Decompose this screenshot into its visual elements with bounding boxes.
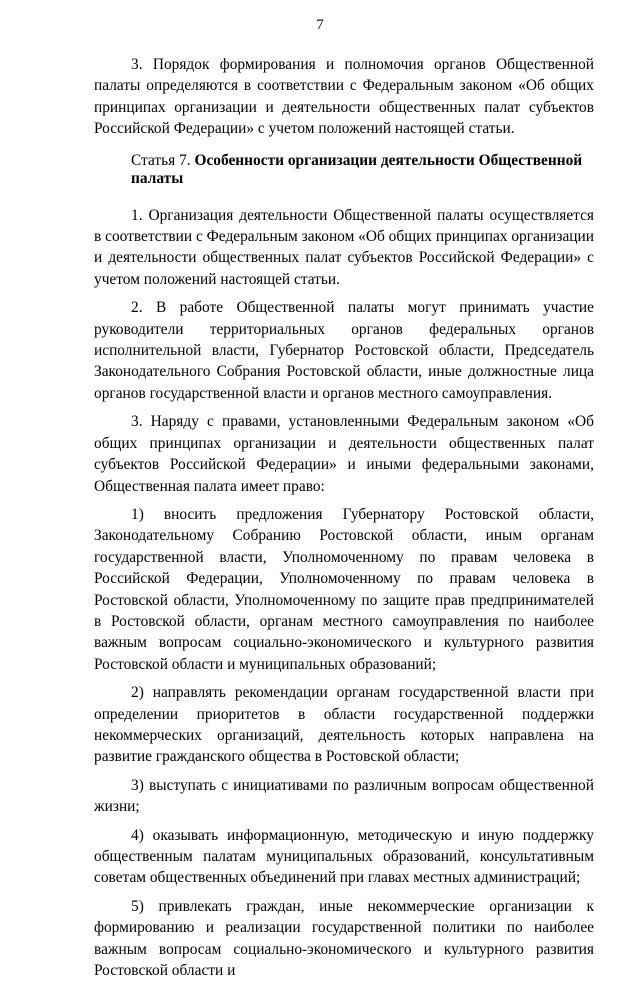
paragraph: 1. Организация деятельности Общественной палаты осуществляется в соответствии с Федеральным законом «Об общих принципах организации и деятельности общественных палат субъектов Российской Федерации» с учетом положений настоящей статьи.: [94, 206, 594, 288]
paragraph: 2. В работе Общественной палаты могут принимать участие руководители территориальных органов федеральных органов исполнительной власти, Губернатор Ростовской области, Председатель Законодательного Собрания Ростовской области, иные должностные лица органов государственной власти и органов местного самоуправления.: [94, 299, 594, 402]
list-item: 4) оказывать информационную, методическую и иную поддержку общественным палатам муниципальных образований, консультативным советам общественных объединений при главах местных администраций;: [94, 826, 594, 887]
list-item: 3) выступать с инициативами по различным вопросам общественной жизни;: [94, 776, 594, 816]
article-number: Статья 7.: [131, 151, 191, 169]
article-title: Особенности организации деятельности Общественной палаты: [131, 151, 583, 188]
list-item: 1) вносить предложения Губернатору Ростовской области, Законодательному Собранию Ростовской области, иным органам государственной власти, Уполномоченному по правам человека в Российской Федерации, Уполномоченному по правам человека в Ростовской области, Уполномоченному по защите прав предпринимателей в Ростовской области, органам местного самоуправления по наиболее важным вопросам социально-экономического и культурного развития Ростовской области и муниципальных образований;: [94, 505, 594, 673]
list-item: 5) привлекать граждан, иные некоммерческие организации к формированию и реализации государственной политики по наиболее важным вопросам социально-экономического и культурного развития Ростовской области и: [94, 897, 594, 980]
paragraph: 3. Наряду с правами, установленными Федеральным законом «Об общих принципах организации и деятельности общественных палат субъектов Российской Федерации» и иными федеральными законами, Общественная палата имеет право:: [94, 413, 594, 495]
article-heading: [94, 152, 594, 189]
page-number: 7: [316, 17, 324, 33]
document-body: [94, 54, 594, 981]
list-item: 2) направлять рекомендации органам государственной власти при определении приоритетов в области государственной поддержки некоммерческих организаций, деятельность которых направлена на развитие гражданского общества в Ростовской области;: [94, 684, 594, 766]
paragraph: 3. Порядок формирования и полномочия органов Общественной палаты определяются в соответствии с Федеральным законом «Об общих принципах организации и деятельности общественных палат субъектов Российской Федерации» с учетом положений настоящей статьи.: [94, 56, 594, 138]
